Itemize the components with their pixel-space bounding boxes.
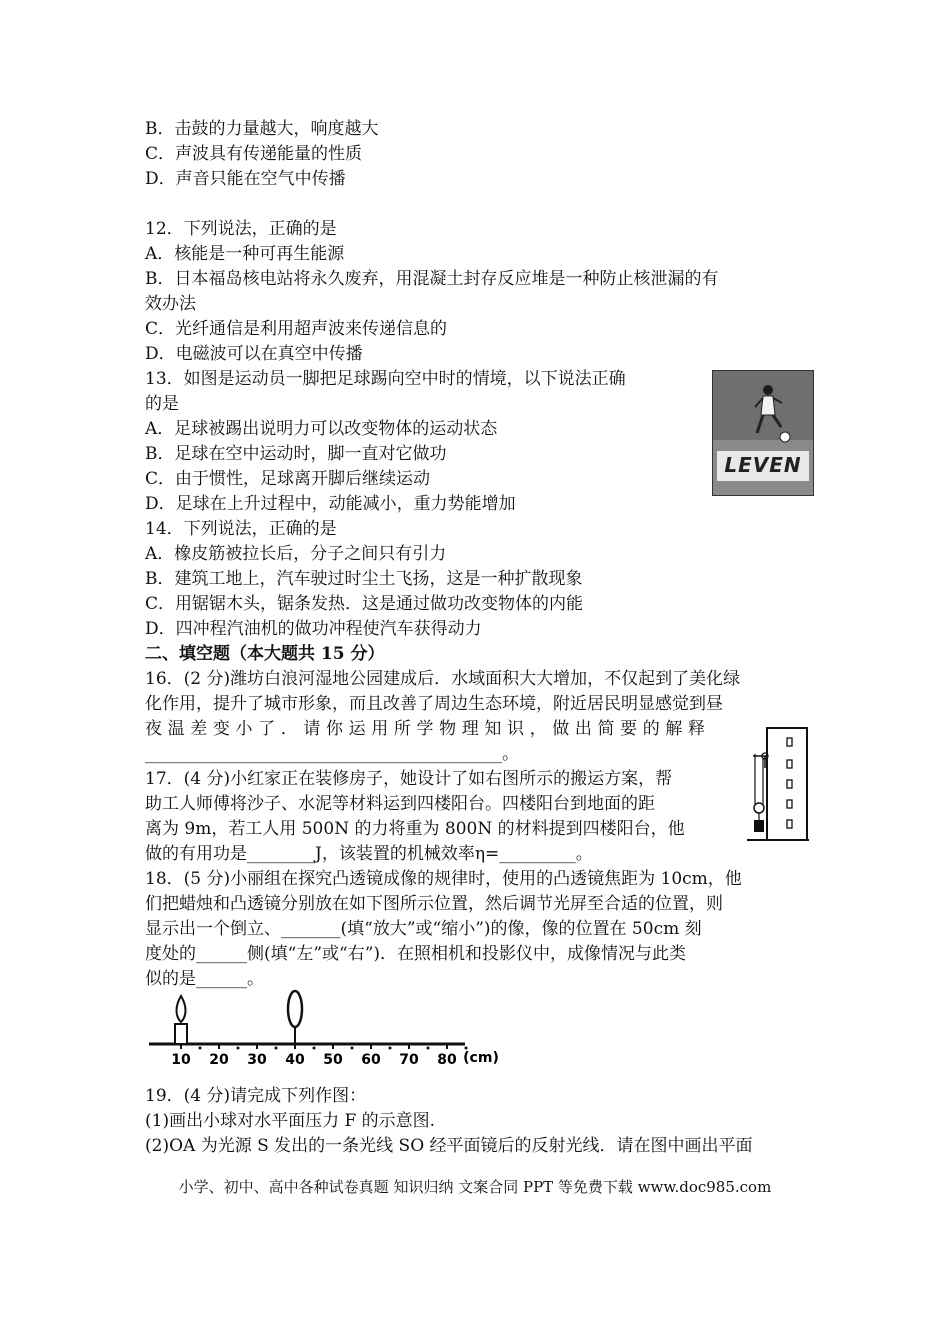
q13-stem-cont: 的是 [145,394,179,414]
soccer-ball-icon [779,431,791,443]
ruler-minor-tick [389,1047,392,1050]
q11-option-c: C．声波具有传递能量的性质 [145,144,363,164]
optical-bench-figure [145,988,515,1068]
q19-part-1: (1)画出小球对水平面压力 F 的示意图. [145,1111,436,1131]
q19-stem: 19．(4 分)请完成下列作图： [145,1086,367,1106]
ruler-tick-label: 80 [437,1052,457,1068]
q13-option-a: A．足球被踢出说明力可以改变物体的运动状态 [145,419,498,439]
q14-option-a: A．橡皮筋被拉长后，分子之间只有引力 [145,544,447,564]
ruler-minor-tick [427,1047,430,1050]
pulley-building-figure [745,724,810,842]
q18-line-3: 显示出一个倒立、_______(填“放大”或“缩小”)的像，像的位置在 50cm 刻 [145,919,702,939]
photo-banner-text: LEVEN [724,453,802,477]
q18-line-2: 们把蜡烛和凸透镜分别放在如下图所示位置，然后调节光屏至合适的位置，则 [145,894,723,914]
soccer-photo [712,370,814,496]
q13-stem: 13．如图是运动员一脚把足球踢向空中时的情境，以下说法正确 [145,369,626,389]
q17-line-4: 做的有用功是________J，该装置的机械效率η=_________。 [145,844,593,864]
q12-option-a: A．核能是一种可再生能源 [145,244,345,264]
q11-option-b: B．击鼓的力量越大，响度越大 [145,119,379,139]
q16-line-1: 16．(2 分)潍坊白浪河湿地公园建成后．水域面积大大增加，不仅起到了美化绿 [145,669,741,689]
q17-line-2: 助工人师傅将沙子、水泥等材料运到四楼阳台。四楼阳台到地面的距 [145,794,655,814]
ruler-tick-label: 30 [247,1052,267,1068]
q18-line-5: 似的是______。 [145,969,264,989]
ruler-minor-tick [313,1047,316,1050]
q13-option-c: C．由于惯性，足球离开脚后继续运动 [145,469,431,489]
q12-option-c: C．光纤通信是利用超声波来传递信息的 [145,319,448,339]
q14-option-b: B．建筑工地上，汽车驶过时尘土飞扬，这是一种扩散现象 [145,569,583,589]
ruler-tick-label: 10 [171,1052,191,1068]
ruler-minor-tick [237,1047,240,1050]
q12-option-d: D．电磁波可以在真空中传播 [145,344,363,364]
q16-line-3: 夜 温 差 变 小 了 ． 请 你 运 用 所 学 物 理 知 识 ， 做 出 简 要 的 解 释 [145,719,705,739]
q11-option-d: D．声音只能在空气中传播 [145,169,346,189]
candle-body [175,1024,187,1044]
q13-option-d: D．足球在上升过程中，动能减小，重力势能增加 [145,494,516,514]
ruler-ticks [171,1044,467,1068]
ruler-tick-label: 50 [323,1052,343,1068]
candle-flame-icon [177,996,186,1022]
convex-lens-icon [288,991,302,1027]
q17-line-3: 离为 9m，若工人用 500N 的力将重为 800N 的材料提到四楼阳台，他 [145,819,685,839]
ruler-tick-label: 40 [285,1052,305,1068]
ruler-minor-tick [199,1047,202,1050]
q13-option-b: B．足球在空中运动时，脚一直对它做功 [145,444,447,464]
q18-line-1: 18．(5 分)小丽组在探究凸透镜成像的规律时，使用的凸透镜焦距为 10cm，他 [145,869,742,889]
ruler-unit: (cm) [463,1050,499,1066]
q14-option-d: D．四冲程汽油机的做功冲程使汽车获得动力 [145,619,482,639]
ruler-tick-label: 70 [399,1052,419,1068]
q14-option-c: C．用锯锯木头，锯条发热．这是通过做功改变物体的内能 [145,594,584,614]
q12-option-b-cont: 效办法 [145,294,196,314]
ruler-tick-label: 60 [361,1052,381,1068]
ruler-minor-tick [275,1047,278,1050]
q17-line-1: 17．(4 分)小红家正在装修房子，她设计了如右图所示的搬运方案，帮 [145,769,673,789]
q16-answer-blank: __________________________________________。 [145,744,519,764]
q12-stem: 12．下列说法，正确的是 [145,219,337,239]
ruler-tick-label: 20 [209,1052,229,1068]
page-footer: 小学、初中、高中各种试卷真题 知识归纳 文案合同 PPT 等免费下载 www.doc985.com [178,1178,772,1196]
section-heading: 二、填空题（本大题共 15 分） [145,644,385,664]
q19-part-2: (2)OA 为光源 S 发出的一条光线 SO 经平面镜后的反射光线．请在图中画出平面 [145,1136,753,1156]
q18-line-4: 度处的______侧(填“左”或“右”)．在照相机和投影仪中，成像情况与此类 [145,944,687,964]
q12-option-b: B．日本福岛核电站将永久废弃，用混凝土封存反应堆是一种防止核泄漏的有 [145,269,719,289]
q16-line-2: 化作用，提升了城市形象，而且改善了周边生态环境，附近居民明显感觉到昼 [145,694,723,714]
q14-stem: 14．下列说法，正确的是 [145,519,337,539]
ruler-minor-tick [351,1047,354,1050]
